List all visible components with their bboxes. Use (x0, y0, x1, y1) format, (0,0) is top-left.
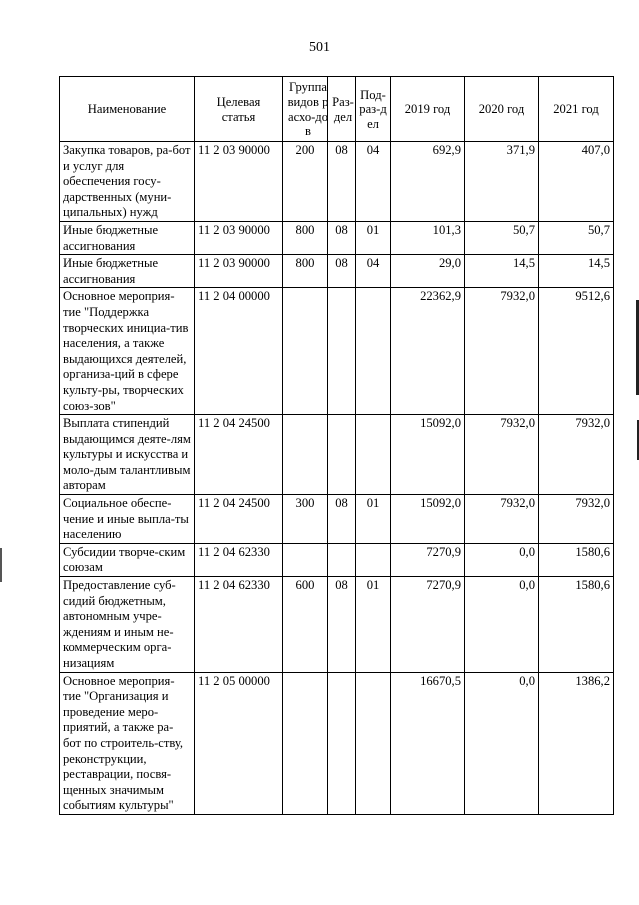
cell-2019: 29,0 (391, 255, 465, 288)
cell-2020: 371,9 (465, 142, 539, 222)
header-section (328, 77, 356, 142)
cell-2019: 101,3 (391, 221, 465, 254)
cell-2021: 1580,6 (539, 577, 614, 673)
cell-2019: 15092,0 (391, 495, 465, 544)
cell-subsection: 01 (356, 577, 391, 673)
cell-subsection (356, 415, 391, 495)
cell-section: 08 (328, 142, 356, 222)
header-subsection (356, 77, 391, 142)
cell-subsection: 01 (356, 221, 391, 254)
cell-group: 800 (283, 255, 328, 288)
cell-2019: 16670,5 (391, 672, 465, 814)
cell-target: 11 2 05 00000 (195, 672, 283, 814)
cell-section: 08 (328, 577, 356, 673)
cell-group: 200 (283, 142, 328, 222)
cell-group (283, 672, 328, 814)
cell-2021: 50,7 (539, 221, 614, 254)
cell-section: 08 (328, 255, 356, 288)
cell-2021: 1580,6 (539, 543, 614, 576)
table-row (60, 221, 614, 254)
cell-target: 11 2 03 90000 (195, 255, 283, 288)
cell-subsection: 04 (356, 142, 391, 222)
table-row (60, 577, 614, 673)
cell-2020: 50,7 (465, 221, 539, 254)
cell-2021: 7932,0 (539, 495, 614, 544)
cell-2020: 14,5 (465, 255, 539, 288)
cell-target: 11 2 03 90000 (195, 221, 283, 254)
cell-group (283, 288, 328, 415)
cell-target: 11 2 04 62330 (195, 577, 283, 673)
cell-2020: 7932,0 (465, 288, 539, 415)
table-row (60, 672, 614, 814)
cell-2020: 0,0 (465, 577, 539, 673)
cell-2021: 14,5 (539, 255, 614, 288)
cell-2019: 22362,9 (391, 288, 465, 415)
cell-group: 800 (283, 221, 328, 254)
header-2019: 2019 год (391, 77, 465, 142)
scan-edge-mark (0, 548, 2, 582)
cell-2019: 7270,9 (391, 577, 465, 673)
cell-2021: 9512,6 (539, 288, 614, 415)
cell-name: Социальное обеспе-чение и иные выпла-ты населению (60, 495, 195, 544)
header-target-text: Целевая статья (216, 94, 261, 124)
cell-target: 11 2 04 24500 (195, 415, 283, 495)
cell-subsection (356, 672, 391, 814)
header-2020: 2020 год (465, 77, 539, 142)
cell-2019: 15092,0 (391, 415, 465, 495)
cell-name: Иные бюджетные ассигнования (60, 221, 195, 254)
table-row (60, 288, 614, 415)
header-subsection-text: Под-раз-дел (359, 87, 387, 131)
cell-group (283, 543, 328, 576)
cell-2020: 7932,0 (465, 495, 539, 544)
table-row (60, 415, 614, 495)
cell-2021: 7932,0 (539, 415, 614, 495)
header-target (195, 77, 283, 142)
cell-2021: 407,0 (539, 142, 614, 222)
header-name: Наименование (60, 77, 195, 142)
cell-target: 11 2 04 00000 (195, 288, 283, 415)
cell-name: Иные бюджетные ассигнования (60, 255, 195, 288)
page-number: 501 (309, 40, 330, 55)
header-group-text: Группа видов расхо-дов (287, 80, 329, 139)
table-row (60, 255, 614, 288)
cell-2021: 1386,2 (539, 672, 614, 814)
cell-section: 08 (328, 495, 356, 544)
cell-name: Выплата стипендий выдающимся деяте-лям культуры и искусства и моло-дым талантливым авторам (60, 415, 195, 495)
cell-2020: 7932,0 (465, 415, 539, 495)
cell-target: 11 2 04 24500 (195, 495, 283, 544)
header-section-text: Раз-дел (332, 94, 354, 124)
table-row (60, 142, 614, 222)
cell-2019: 692,9 (391, 142, 465, 222)
cell-subsection (356, 288, 391, 415)
cell-subsection: 01 (356, 495, 391, 544)
cell-group: 300 (283, 495, 328, 544)
cell-target: 11 2 03 90000 (195, 142, 283, 222)
table-row (60, 495, 614, 544)
cell-subsection (356, 543, 391, 576)
cell-section: 08 (328, 221, 356, 254)
header-group (283, 77, 328, 142)
cell-group (283, 415, 328, 495)
cell-name: Закупка товаров, ра-бот и услуг для обеспечения госу-дарственных (муни-ципальных) нужд (60, 142, 195, 222)
table-header-row (60, 77, 614, 142)
cell-name: Основное мероприя-тие "Поддержка творческих инициа-тив населения, а также выдающихся деятелей, организа-ций в сфере культу-ры, творческих союз-зов" (60, 288, 195, 415)
cell-group: 600 (283, 577, 328, 673)
cell-name: Основное мероприя-тие "Организация и проведение меро-приятий, а также ра-бот по строитель-ству, реконструкции, реставрации, посвя-щенных значимым событиям культуры" (60, 672, 195, 814)
cell-section (328, 288, 356, 415)
cell-name: Субсидии творче-ским союзам (60, 543, 195, 576)
cell-2020: 0,0 (465, 543, 539, 576)
cell-subsection: 04 (356, 255, 391, 288)
cell-2019: 7270,9 (391, 543, 465, 576)
cell-2020: 0,0 (465, 672, 539, 814)
table-row (60, 543, 614, 576)
header-2021: 2021 год (539, 77, 614, 142)
cell-target: 11 2 04 62330 (195, 543, 283, 576)
cell-section (328, 672, 356, 814)
cell-section (328, 543, 356, 576)
cell-name: Предоставление суб-сидий бюджетным, автономным учре-ждениям и иным не-коммерческим орга-низациям (60, 577, 195, 673)
cell-section (328, 415, 356, 495)
budget-table (59, 76, 614, 815)
